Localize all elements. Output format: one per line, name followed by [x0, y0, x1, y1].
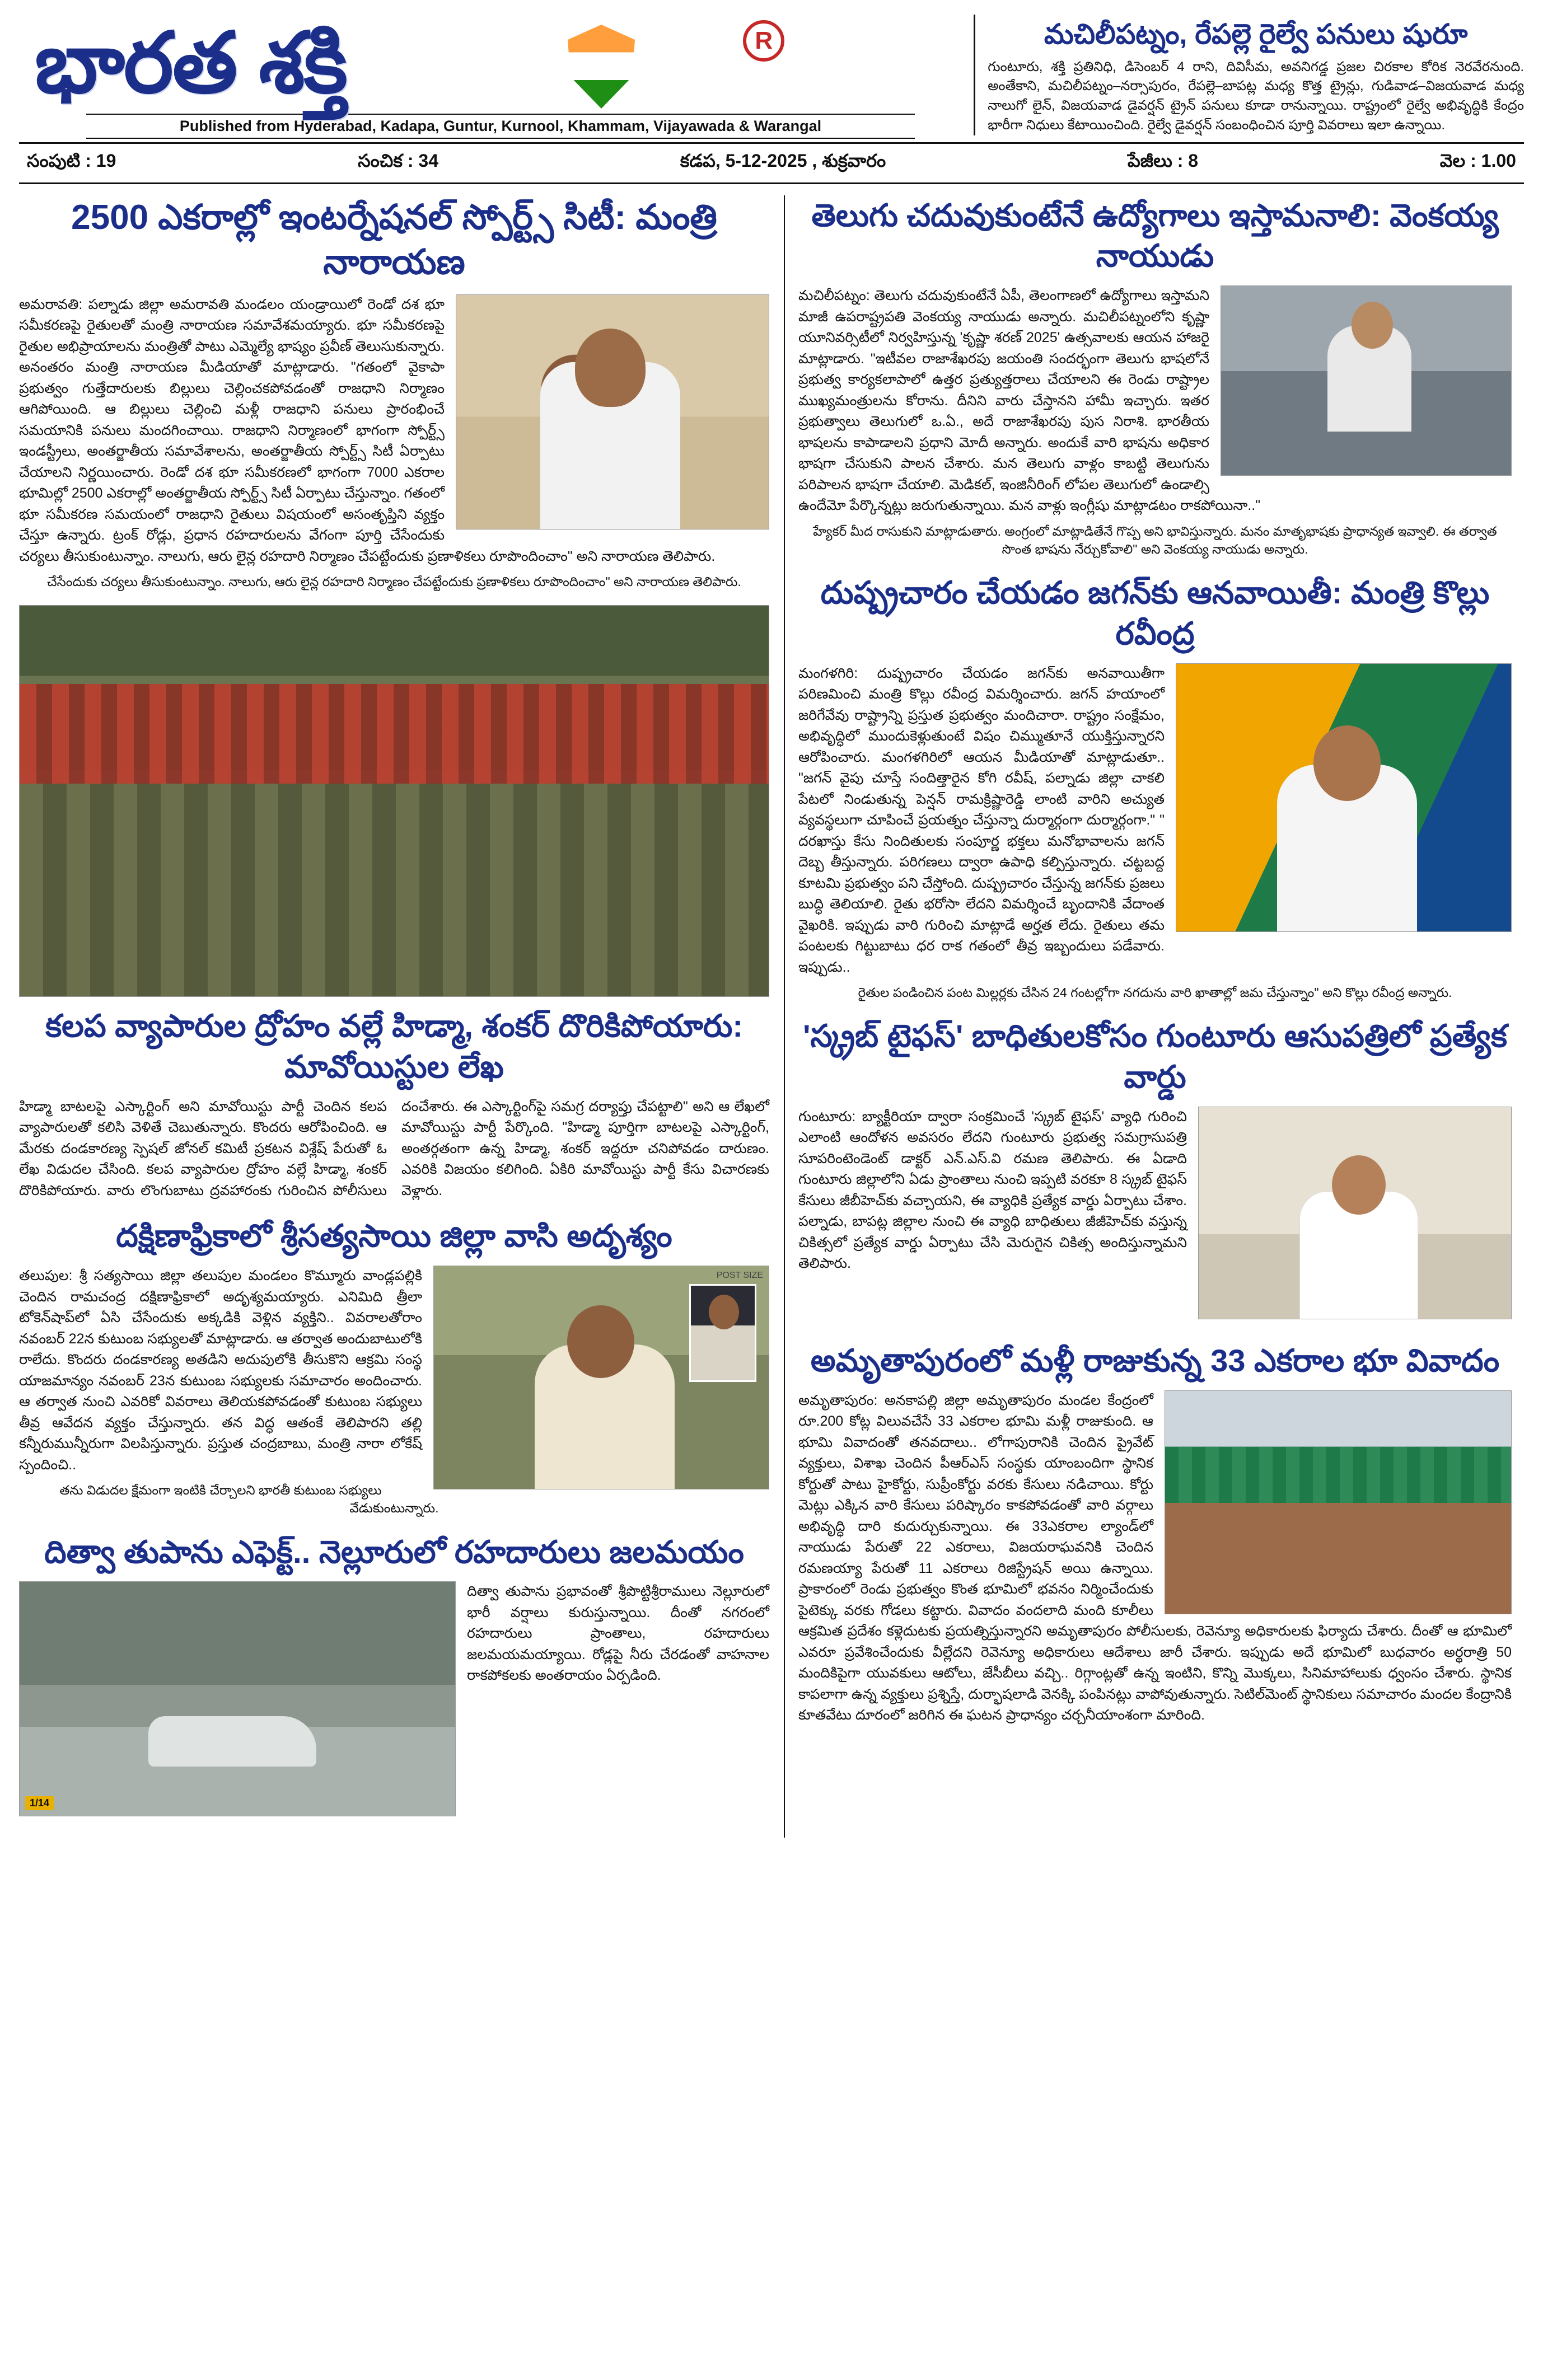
article-body: అమరావతి: పల్నాడు జిల్లా అమరావతి మండలం యండ్రాయిలో రెండో దశ భూ సమీకరణపై రైతులతో మంత్రి నారాయణ సమావేశమయ్యారు. భూ సమీకరణపై రైతుల అభిప్రాయాలను మంత్రితో పాటు ఎమ్మెల్యే భాష్యం ప్రవీణ్ తెలుసుకున్నారు. అనంతరం మంత్రి నారాయణ మీడియాతో మాట్లాడారు. "గతంలో వైకాపా ప్రభుత్వం గుత్తేదారులకు బిల్లులు చెల్లించకపోవడంతో రాజధాని నిర్మాణం ఆగిపోయింది. ఆ బిల్లులు చెల్లించి మళ్లీ రాజధాని పనులు ప్రారంభించే సమయానికి పనులు మందగించాయి. రాజధాని నిర్మాణంలో భాగంగా స్పోర్ట్స్ ఇండస్ట్రీలు, అంతర్జాతీయ సమావేశాలను, అంతర్జాతీయ స్పోర్ట్స్ సిటీ ఏర్పాటు చేయాలని నిర్ణయించారు. రెండో దశ భూ సమీకరణలో భాగంగా 7000 ఎకరాల భూమిల్లో 2500 ఎకరాల్లో అంతర్జాతీయ స్పోర్ట్స్ సిటీ ఏర్పాటు చేస్తున్నాం. గతంలో భూ సమీకరణ సమయంలో రాజధాని రైతులు విషయంలో అసంతృప్తిని వ్యక్తం చేస్తూ ఉన్నారు. ట్రంక్ రోడ్లు, ప్రధాన రహదారులను వేగంగా పూర్తి చేసేందుకు చర్యలు తీసుకుంటున్నాం. నాలుగు, ఆరు లైన్ల రహదారి నిర్మాణం చేపట్టేందుకు ప్రణాళికలు రూపొందించాం" అని నారాయణ తెలిపారు.	[19, 296, 716, 564]
place-date-label: కడప, 5-12-2025 , శుక్రవారం	[680, 150, 886, 171]
lead-box-headline: మచిలీపట్నం, రేపల్లె రైల్వే పనులు షురూ	[1044, 18, 1468, 50]
article-scrub-typhus	[798, 1016, 1512, 1326]
pages-label: పేజీలు : 8	[1127, 150, 1199, 171]
missing-person-photo	[433, 1266, 769, 1489]
issue-info-bar	[19, 144, 1524, 184]
article-nellore-flood	[19, 1532, 769, 1824]
registered-trademark-icon: R	[743, 20, 784, 62]
article-body: తలుపుల: శ్రీ సత్యసాయి జిల్లా తలుపుల మండలం కొమ్మూరు వాండ్లపల్లికి చెందిన రామచంద్ర దక్షిణాఫ్రికాలో అదృశ్యమయ్యారు. ఎనిమిది త్రీలా టోకెన్‌షాప్‌లో ఏసి చేసేందుకు అక్కడికి వెళ్లిన వ్యక్తిని.. వివరాలతోరాం నవంబర్ 22న కుటుంబ సభ్యులతో మాట్లాడారు. ఆ తర్వాత అందుబాటులోకి రాలేదు. కొందరు దండకారణ్య అతడిని అదుపులోకి తీసుకొని ఆక్రమి సంస్థ యాజమాన్యం నవంబర్ 23న కుటుంబ సభ్యులకు సమాచారం అందించారు. ఆ తర్వాత నుంచి ఎవరికో వివరాలు తెలియకపోవడంతో కుటుంబ సభ్యులు తీవ్ర ఆవేదన వ్యక్తం చేస్తున్నారు. తన విద్ధ ఆతంకే తెలిపారని తల్లి కన్నీరుమున్నీరుగా విలపిస్తున్నారు. ప్రస్తుత చంద్రబాబు, మంత్రి నారా లోకేష్ స్పందించి..	[19, 1268, 422, 1473]
article-body: హిడ్మా బాటలపై ఎస్కార్టింగ్ అని మావోయిస్టు పార్టీ చెందిన కలప వ్యాపారులతో కలిసి వెళితే చెబుతున్నారు. కొందరు ఆరోపించింది. ఆ మేరకు దండకారణ్య స్పెషల్ జోనల్ కమిటీ ప్రకటన విశ్లేష్ పేరుతో ఓ లేఖ విడుదల చేసింది. కలప వ్యాపారుల ద్రోహం వల్లే హిడ్మా, శంకర్ దొరికిపోయారు. వారు లొంగుబాటు ద్రవహారంకు గురించిన పోలీసులు దంచేశారు. ఈ ఎస్కార్టింగ్‌పై సమగ్ర దర్యాప్తు చేపట్టాలి" అని ఆ లేఖలో మావోయిస్టు పార్టీ పేర్కొంది. "హిడ్మా పూర్తిగా బాటలపై ఎస్కార్టింగ్, అంతర్గతంగా ఉన్న హిడ్మా, శంకర్ ఇద్దరూ చనిపోవడం దారుణం. ఎవరికి విజయం కలిగింది. ఏకిరి మావోయిస్టు పార్టీ కేసు విచారణకు వెళ్లారు.	[19, 1098, 769, 1198]
left-column	[19, 195, 769, 1838]
volume-label: సంపుటి : 19	[27, 150, 116, 171]
flooded-road-photo	[19, 1581, 456, 1816]
article-sports-city	[19, 195, 769, 591]
article-land-dispute	[798, 1341, 1512, 1732]
headline-scrub-typhus: 'స్క్రబ్ టైఫస్' బాధితులకోసం గుంటూరు ఆసుపత్రిలో ప్రత్యేక వార్డు	[803, 1018, 1507, 1095]
photo-caption: తను విడుదల క్షేమంగా ఇంటికి చేర్చాలని భారతీ కుటుంబ సభ్యులు వేడుకుంటున్నారు.	[59, 1483, 439, 1516]
headline-maoist-letter: కలప వ్యాపారుల ద్రోహం వల్లే హిడ్మా, శంకర్ దొరికిపోయారు: మావోయిస్టుల లేఖ	[45, 1008, 744, 1085]
doctor-ramana-photo	[1198, 1107, 1512, 1319]
right-column	[784, 195, 1512, 1838]
minister-kollu-ravindra-photo	[1176, 663, 1512, 932]
headline-land-dispute: అమృతాపురంలో మళ్లీ రాజుకున్న 33 ఎకరాల భూ వివాదం	[810, 1342, 1500, 1378]
headline-missing-person: దక్షిణాఫ్రికాలో శ్రీసత్యసాయి జిల్లా వాసి అదృశ్యం	[116, 1218, 672, 1254]
article-body: గుంటూరు: బ్యాక్టీరియా ద్వారా సంక్రమించే 'స్క్రబ్ టైఫస్' వ్యాధి గురించి ఎలాంటి ఆందోళన అవసరం లేదని గుంటూరు ప్రభుత్వ సమగ్రాసుపత్రి సూపరింటెండెంట్ డాక్టర్ ఎన్.ఎస్.వి రమణ తెలిపారు. ఈ ఏడాది గుంటూరు జిల్లాలోని ఏడు ప్రాంతాలు నుంచి ఇప్పటి వరకూ 8 స్క్రబ్ టైఫస్ కేసులు జీబీహెచ్‌కు వచ్చాయని, ఈ వ్యాధికి ప్రత్యేక వార్డు ఏర్పాటు చేశాం. పల్నాడు, బాపట్ల జిల్లాల నుంచి ఈ వ్యాధి బాధితులు జీజీహెచ్‌కు వస్తున్న చికిత్సలో ప్రత్యేక వార్డు ఏర్పాటు చేసి మెరుగైన చికిత్స అందిస్తున్నామని తెలిపారు.	[798, 1108, 1187, 1272]
article-body: మచిలీపట్నం: తెలుగు చదువుకుంటేనే ఏపీ, తెలంగాణలో ఉద్యోగాలు ఇస్తామని మాజీ ఉపరాష్ట్రపతి వెంకయ్య నాయుడు అన్నారు. మచిలీపట్నంలోని కృష్ణా యూనివర్సిటీలో నిర్వహిస్తున్న 'కృష్ణా శరణ్ 2025' ఉత్సవాలకు ఆయన హాజరై మాట్లాడారు. "ఇటీవల రాజాశేఖరపు జయంతి సందర్భంగా తెలుగు భాషలోనే ప్రభుత్వ కార్యకలాపాలో ఉత్తర ప్రత్యుత్తరాలు చేయాలని ఈ రెండు రాష్ట్రాల ముఖ్యమంత్రులను కోరాను. దీనిని వారు చేస్తానని హామీ ఇచ్చారు. ఇతర ప్రభుత్వాలు తెలుగులో ఒ.ఏ., అదే రాజాశేఖరపు పుస నిరాశి. భారతీయ భాషలను కాపాడాలని ప్రధాని మోదీ అన్నారు. అందుకే వారి భాషను అధికార భాషగా చేసుకుని పాలన చేశారు. మన తెలుగు వాళ్లం కాబట్టి తెలుగును పరిపాలన భాషగా చేయాలి. మెడికల్, ఇంజినీరింగ్ లోపల తెలుగులో ఉండాల్సి ఉందేమో పేర్కొన్నట్లు జరుగుతున్నాయి. మన వాళ్లు ఇంగ్లీషు మాట్లాడటం రాకపోయినా.."	[798, 288, 1261, 514]
article-maoist-letter	[19, 605, 769, 1201]
article-missing-person	[19, 1216, 769, 1517]
article-kollu-ravindra	[798, 573, 1512, 1001]
inset-portrait-photo	[689, 1284, 756, 1382]
published-from-line: Published from Hyderabad, Kadapa, Guntur, Kurnool, Khammam, Vijayawada & Warangal	[86, 114, 915, 139]
article-body: మంగళగిరి: దుష్ప్రచారం చేయడం జగన్‌కు అనవాయితీగా పరిణమించి మంత్రి కొల్లు రవీంద్ర విమర్శించారు. జగన్ హయాంలో జరిగేవేవు రాష్ట్రాన్ని ప్రస్తుత ప్రభుత్వం మందిచారా. రాష్ట్రం సంక్షేమం, అభివృద్ధిలో ముందుకెళ్లుతుంటే విషం చిమ్ముతూనే యుక్తిస్తున్నారని ఆరోపించారు. మంగళగిరిలో ఆయన మీడియాతో మాట్లాడుతూ.. "జగన్ వైపు చూస్తే సందిత్తారైన కోగి రవీష్, పల్నాడు జిల్లా చాకలి పేటలో నిండుతున్న పెన్షన్ రామక్రిష్ణారెడ్డి లాంటి వారిని అచ్యుత వ్యవస్థలుగా చూపించే ప్రయత్నం చేస్తున్నా దుర్మార్గంగా దుర్మార్గంగా." " దరఖాస్తు కేసు నిందితులకు సంపూర్ణ భక్తలు మనోభావాలను జగన్ దెబ్బ తీస్తున్నారు. పరిగణలు ద్వారా ఉపాధి కల్పిస్తున్నారు. చట్టబద్ద కూటమి ప్రభుత్వం పని చేస్తోంది. దుష్ప్రచారం చేస్తున్న జగన్‌కు ప్రజలు బుద్ధి తెలియాలి. రైతు భరోసా లేదని విమర్శించే బృందానికి వేదాంత వైఖరికి. ఇప్పుడు వారి గురించి మాట్లాడే అర్హత లేదు. రైతులు తమ పంటలకు గిట్టుబాటు ధర రాక గతంలో తీవ్ర ఇబ్బందులు పడేవారు. ఇప్పుడు..	[798, 665, 1165, 975]
photo-index-badge: 1/14	[25, 1796, 54, 1810]
masthead-lead-box	[974, 15, 1524, 135]
headline-venkaiah-naidu: తెలుగు చదువుకుంటేనే ఉద్యోగాలు ఇస్తామనాలి: వెంకయ్య నాయుడు	[811, 197, 1499, 274]
photo-size-tag: POST SIZE	[716, 1271, 763, 1281]
photo-caption: చేసేందుకు చర్యలు తీసుకుంటున్నాం. నాలుగు, ఆరు లైన్ల రహదారి నిర్మాణం చేపట్టేందుకు ప్రణాళికలు రూపొందించాం" అని నారాయణ తెలిపారు.	[47, 574, 741, 589]
logo-text: భారత శక్తి	[35, 16, 347, 110]
minister-narayana-photo	[456, 294, 769, 530]
headline-nellore-flood: దిత్వా తుపాను ఎఫెక్ట్.. నెల్లూరులో రహదారులు జలమయం	[44, 1534, 744, 1570]
article-body: అమృతాపురం: అనకాపల్లి జిల్లా అమృతాపురం మండల కేంద్రంలో రూ.200 కోట్ల విలువచేసే 33 ఎకరాల భూమి మళ్లీ రాజుకుంది. ఆ భూమి వివాదంతో తనవదాలు.. లోగాపురానికి చెందిన ప్రైవేట్ వ్యక్తులు, విశాఖ చెందిన పీఆర్ఎస్ సంస్థకు యాంబందిగా స్థానిక కోర్టుతో పాటు హైకోర్టు, సుప్రీంకోర్టు వరకు కేసులు నడిచాయి. కోర్టు మెట్లు ఎక్కిన వారి కేసులు పరిష్కారం కాకపోవడంతో వారి వర్గాలు అభివృద్ధి దారి కుదుర్చుకున్నాయి. ఈ 33ఎకరాల ల్యాండ్‌లో నాయుడు పేరుతో 22 ఎకరాలు, విజయరాఘవనికి చెందిన రమణయ్యా పేరుతో 11 ఎకరాలు రిజిస్ట్రేషన్ అయి ఉన్నాయి. ప్రాకారంలో రెండు ప్రభుత్వం కొంత భూమిలో భవనం నిర్మించేందుకు పైటెక్కు వరకు గోడలు కట్టారు. వివాదం వందలాది మంది కూలీలు ఆక్రమిత ప్రదేశం కళ్లెదుటకు ప్రయత్నిస్తున్నారని అమృతాపురం పోలీసులకు, రెవెన్యూ అధికారులకు ఫిర్యాదు చేశారు. దీంతో ఆ భూమిలో ఎవరూ ప్రవేశించేందుకు వీల్లేదని రెవెన్యూ అధికారులు ఆదేశాలు జారీ చేశారు. ఇప్పుడు అదే భూమిలో బుధవారం అర్థరాత్రి 50 మందికిపైగా యువకులు ఆటోలు, జేసీబీలు వచ్చి.. రిగ్గాంట్లతో ఉన్న ఇంటిని, కొన్ని మొక్కలు, సినిమాహాలుకు ధ్వంసం చేశారు. స్థానిక కాపలాగా ఉన్న వ్యక్తులు ప్రశ్నిస్తే, దుర్భాషలాడి వెనక్కి పంపినట్లు వాపోవుతున్నారు. సెటిల్‌మెంట్ స్థానికులు సమాచారం మందల కేంద్రానికి కూతవేటు దూరంలో జరిగిన ఈ ఘటన ప్రాధాన్యం చర్చనీయాంశంగా మారింది.	[798, 1392, 1512, 1723]
newspaper-logo	[19, 15, 964, 111]
photo-caption: హ్యేకర్ మీద రాసుకుని మాట్లాడుతారు. అంగ్రంలో మాట్లాడితేనే గొప్ప అని భావిస్తున్నారు. మనం మాతృభాషకు ప్రాధాన్యత ఇవ్వాలి. ఈ తర్వాత సొంత భాషను నేర్చుకోవాలి" అని వెంకయ్య నాయుడు అన్నారు.	[813, 523, 1497, 556]
headline-kollu-ravindra: దుష్ప్రచారం చేయడం జగన్‌కు ఆనవాయితీ: మంత్రి కొల్లు రవీంద్ర	[820, 574, 1490, 651]
article-venkaiah-naidu	[798, 195, 1512, 558]
masthead	[19, 15, 1524, 144]
maoist-cadres-photo	[19, 605, 769, 997]
page-columns	[19, 195, 1524, 1838]
price-label: వెల : 1.00	[1439, 150, 1516, 171]
venkaiah-naidu-photo	[1221, 285, 1512, 476]
article-body: దిత్వా తుపాను ప్రభావంతో శ్రీపొట్టిశ్రీరాములు నెల్లూరులో భారీ వర్షాలు కురుస్తున్నాయి. దీంతో నగరంలో రహదారులు ప్రాంతాలు, రహదారులు జలమయమయ్యాయి. రోడ్లపై నీరు చేరడంతో వాహనాల రాకపోకలకు అంతరాయం ఏర్పడింది.	[467, 1583, 769, 1684]
lead-box-text: గుంటూరు, శక్తి ప్రతినిధి, డిసెంబర్ 4 రాని, దివిసీమ, అవనిగడ్డ ప్రజల చిరకాల కోరిక నెరవేరనుంది. అంతేకాని, మచిలీపట్నం–నర్సాపురం, రేపల్లె–బాపట్ల మధ్య కొత్త ట్రైన్లు, గుడివాడ–విజయవాడ మధ్య నాలుగో లైన్, విజయవాడ డైవర్షన్ ట్రైన్ పనులు కూడా రానున్నాయి. రాష్ట్రంలో రైల్వే అభివృద్ధికి కేంద్రం భారీగా నిధులు కేటాయించింది. రైల్వే డైవర్షన్ సంబంధించిన పూర్తి వివరాలు ఇలా ఉన్నాయి.	[988, 59, 1524, 133]
issue-label: సంచిక : 34	[358, 150, 438, 171]
photo-caption: రైతుల పండించిన పంట మిల్లర్లకు చేసిన 24 గంటల్లోగా నగదును వారి ఖాతాల్లో జమ చేస్తున్నాం" అని కొల్లు రవీంద్ర అన్నారు.	[858, 985, 1452, 1000]
masthead-left	[19, 15, 964, 139]
land-dispute-photo	[1165, 1390, 1512, 1614]
page-title: 2500 ఎకరాల్లో ఇంటర్నేషనల్ స్పోర్ట్స్ సిటీ: మంత్రి నారాయణ	[71, 198, 717, 282]
